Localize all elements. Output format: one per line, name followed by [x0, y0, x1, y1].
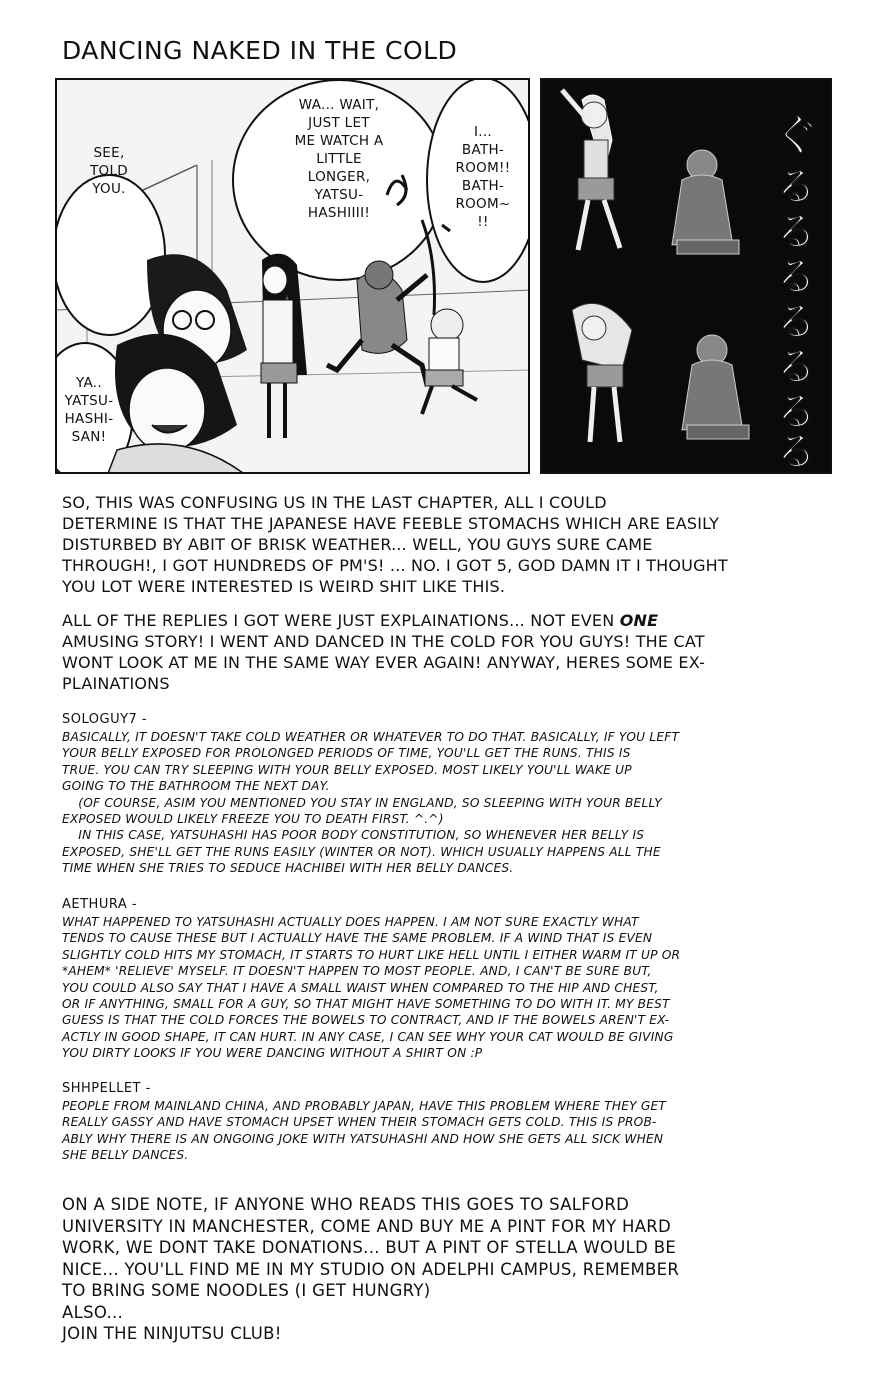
page-title: DANCING NAKED IN THE COLD: [62, 36, 458, 65]
bubble-ya-yatsuhashi: YA.. YATSU- HASHI- SAN!: [64, 375, 114, 445]
bubble-see-told-you: SEE, TOLD YOU.: [90, 145, 128, 197]
bubble-wait: WA... WAIT, JUST LET ME WATCH A LITTLE LONGER, YATSU- HASHIIII!: [294, 97, 384, 221]
reply-body-shhpellet: PEOPLE FROM MAINLAND CHINA, AND PROBABLY JAPAN, HAVE THIS PROBLEM WHERE THEY GET REALLY GASSY AND HAVE STOMACH UPSET WHEN THEIR STOMACH GETS COLD. THIS IS PROB- ABLY WHY THERE IS AN ONGOING JOKE WITH YATSUHASHI AND HOW SHE GETS ALL SICK WHEN SHE BELLY DANCES.: [62, 1099, 667, 1163]
panel-right-artwork: [542, 80, 832, 474]
svg-text:る: る: [776, 299, 816, 345]
svg-text:る: る: [776, 389, 816, 435]
manga-panel-left: [55, 78, 530, 474]
reply-handle-sologuy7: SOLOGUY7 -: [62, 712, 148, 727]
svg-text:る: る: [776, 164, 816, 210]
intro-paragraph-2: ALL OF THE REPLIES I GOT WERE JUST EXPLAINATIONS... NOT EVEN ONE AMUSING STORY! I WENT AND DANCED IN THE COLD FOR YOU GUYS! THE CAT WONT LOOK AT ME IN THE SAME WAY EVER AGAIN! ANYWAY, HERES SOME EX- PLAINATIONS: [62, 611, 706, 693]
svg-text:ぐ: ぐ: [774, 110, 818, 161]
svg-text:る: る: [776, 209, 816, 255]
reply-handle-shhpellet: SHHPELLET -: [62, 1081, 151, 1096]
svg-text:る: る: [776, 429, 816, 475]
reply-body-aethura: WHAT HAPPENED TO YATSUHASHI ACTUALLY DOES HAPPEN. I AM NOT SURE EXACTLY WHAT TENDS TO CAUSE THESE BUT I ACTUALLY HAVE THE SAME PROBLEM. IF A WIND THAT IS EVEN SLIGHTLY COLD HITS MY STOMACH, IT STARTS TO HURT LIKE HELL UNTIL I EITHER WARM IT UP OR *AHEM* 'RELIEVE' MYSELF. IT DOESN'T HAPPEN TO MOST PEOPLE. AND, I CAN'T BE SURE BUT, YOU COULD ALSO SAY THAT I HAVE A SMALL WAIST WHEN COMPARED TO THE HIP AND CHEST, OR IF ANYTHING, SMALL FOR A GUY, SO THAT MIGHT HAVE SOMETHING TO DO WITH IT. MY BEST GUESS IS THAT THE COLD FORCES THE BOWELS TO CONTRACT, AND IF THE BOWELS AREN'T EX- ACTLY IN GOOD SHAPE, IT CAN HURT. IN ANY CASE, I CAN SEE WHY YOUR CAT WOULD BE GIVING YOU DIRTY LOOKS IF YOU WERE DANCING WITHOUT A SHIRT ON :P: [62, 915, 681, 1061]
reply-body-sologuy7: BASICALLY, IT DOESN'T TAKE COLD WEATHER OR WHATEVER TO DO THAT. BASICALLY, IF YOU LEFT YOUR BELLY EXPOSED FOR PROLONGED PERIODS OF TIME, YOU'LL GET THE RUNS. THIS IS TRUE. YOU CAN TRY SLEEPING WITH YOUR BELLY EXPOSED. MOST LIKELY YOU'LL WAKE UP GOING TO THE BATHROOM THE NEXT DAY. (OF COURSE, ASIM YOU MENTIONED YOU STAY IN ENGLAND, SO SLEEPING WITH YOUR BELLY EXPOSED WOULD LIKELY FREEZE YOU TO DEATH FIRST. ^.^) IN THIS CASE, YATSUHASHI HAS POOR BODY CONSTITUTION, SO WHENEVER HER BELLY IS EXPOSED, SHE'LL GET THE RUNS EASILY (WINTER OR NOT). WHICH USUALLY HAPPENS ALL THE TIME WHEN SHE TRIES TO SEDUCE HACHIBEI WITH HER BELLY DANCES.: [62, 730, 680, 876]
side-note-paragraph: ON A SIDE NOTE, IF ANYONE WHO READS THIS GOES TO SALFORD UNIVERSITY IN MANCHESTER, COME AND BUY ME A PINT FOR MY HARD WORK, WE DONT TAKE DONATIONS... BUT A PINT OF STELLA WOULD BE NICE... YOU'LL FIND ME IN MY STUDIO ON ADELPHI CAMPUS, REMEMBER TO BRING SOME NOODLES (I GET HUNGRY) ALSO... JOIN THE NINJUTSU CLUB!: [62, 1195, 680, 1343]
emphasis-one: ONE: [619, 611, 659, 630]
intro-paragraph-1: SO, THIS WAS CONFUSING US IN THE LAST CHAPTER, ALL I COULD DETERMINE IS THAT THE JAPANESE HAVE FEEBLE STOMACHS WHICH ARE EASILY DISTURBED BY ABIT OF BRISK WEATHER... WELL, YOU GUYS SURE CAME THROUGH!, I GOT HUNDREDS OF PM'S! ... NO. I GOT 5, GOD DAMN IT I THOUGHT YOU LOT WERE INTERESTED IS WEIRD SHIT LIKE THIS.: [62, 493, 728, 596]
svg-text:る: る: [776, 344, 816, 390]
reply-handle-aethura: AETHURA -: [62, 897, 138, 912]
bubble-bathroom: I... BATH- ROOM!! BATH- ROOM~ !!: [455, 124, 511, 230]
manga-panel-right: [540, 78, 832, 474]
svg-text:る: る: [776, 254, 816, 300]
